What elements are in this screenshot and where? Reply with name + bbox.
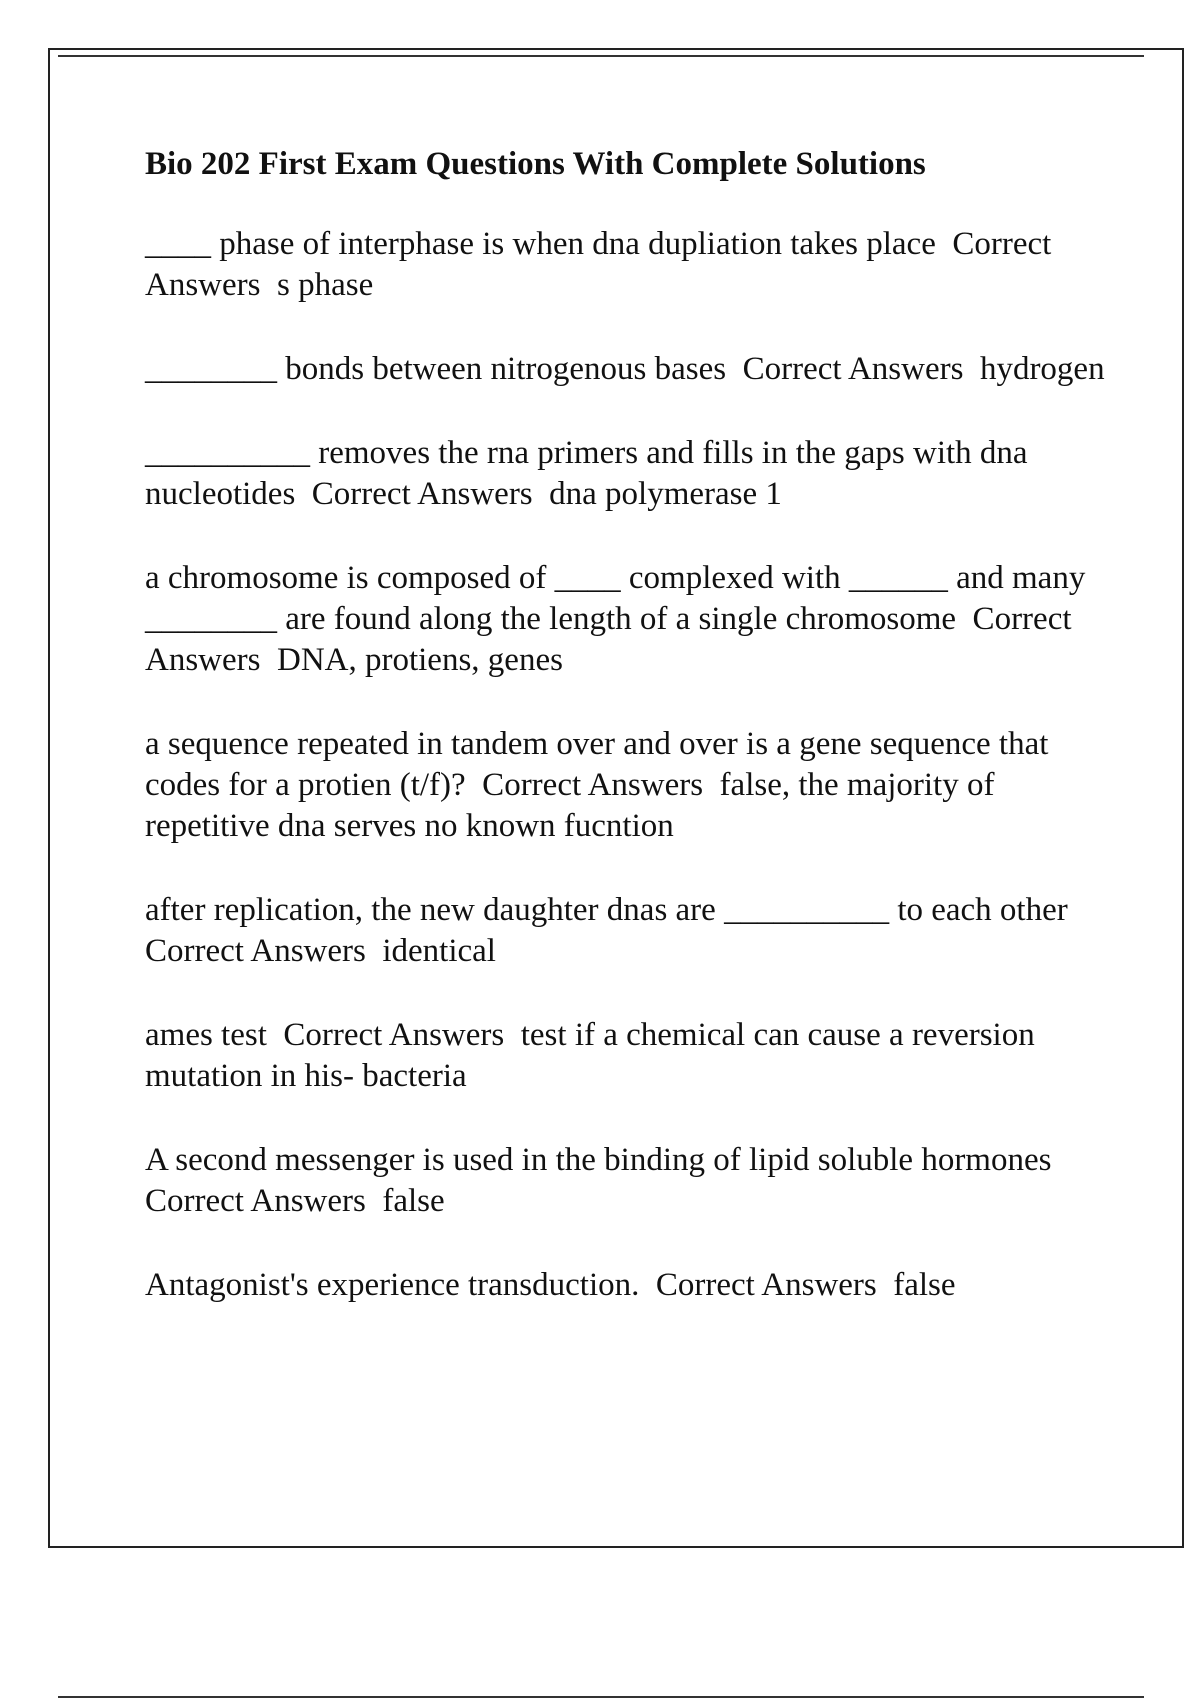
qa-item: Antagonist's experience transduction. Correct Answers false bbox=[145, 1267, 956, 1303]
qa-item: ________ bonds between nitrogenous bases Correct Answers hydrogen bbox=[145, 351, 1105, 387]
qa-item: A second messenger is used in the binding of lipid soluble hormones Correct Answers false bbox=[145, 1142, 1068, 1219]
qa-item: ames test Correct Answers test if a chemical can cause a reversion mutation in his- bacteria bbox=[145, 1017, 1043, 1094]
qa-item: __________ removes the rna primers and fills in the gaps with dna nucleotides Correct Answers dna polymerase 1 bbox=[145, 435, 1036, 512]
document-body bbox=[145, 142, 1105, 1349]
document-title: Bio 202 First Exam Questions With Complete Solutions bbox=[145, 146, 926, 182]
footer-rule bbox=[58, 1696, 1144, 1698]
qa-item: after replication, the new daughter dnas are __________ to each other Correct Answers identical bbox=[145, 892, 1085, 969]
qa-item: a chromosome is composed of ____ complexed with ______ and many ________ are found along the length of a single chromosome Correct Answers DNA, protiens, genes bbox=[145, 560, 1094, 678]
qa-item: ____ phase of interphase is when dna dupliation takes place Correct Answers s phase bbox=[145, 226, 1058, 303]
qa-item: a sequence repeated in tandem over and over is a gene sequence that codes for a protien (t/f)? Correct Answers false, the majority of repetitive dna serves no known fucntion bbox=[145, 726, 1057, 844]
top-rule bbox=[58, 55, 1144, 57]
